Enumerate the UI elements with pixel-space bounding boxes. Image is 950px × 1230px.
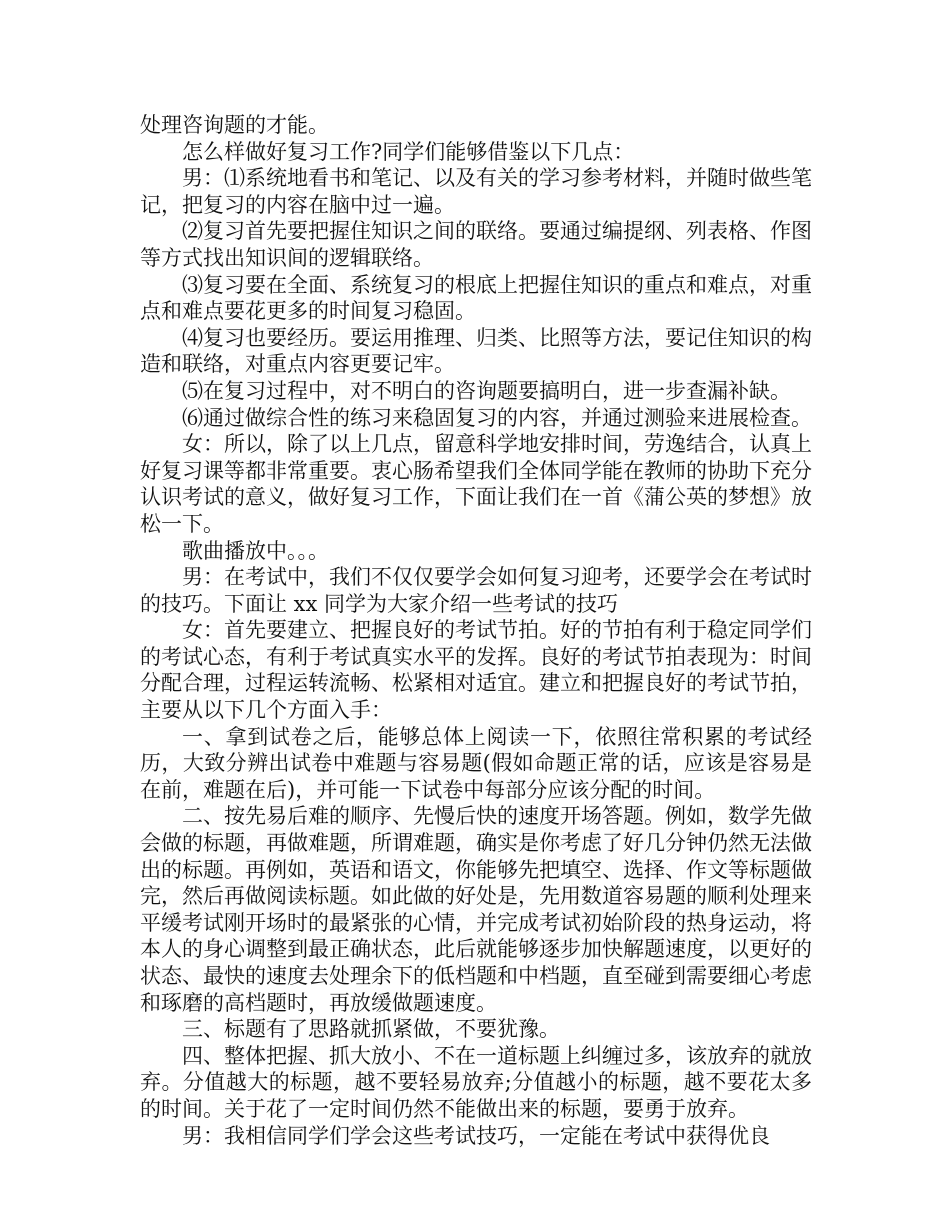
paragraph-female-exam-rhythm: 女：首先要建立、把握良好的考试节拍。好的节拍有利于稳定同学们的考试心态，有利于考试真实水平的发挥。良好的考试节拍表现为：时间分配合理，过程运转流畅、松紧相对适宜。建立和把握良好的考试节拍，主要从以下几个方面入手： bbox=[140, 618, 812, 723]
document-page bbox=[140, 112, 812, 1149]
paragraph-male-exam-tips-intro: 男：在考试中，我们不仅仅要学会如何复习迎考，还要学会在考试时的技巧。下面让 xx 同学为大家介绍一些考试的技巧 bbox=[140, 565, 812, 616]
paragraph-song-playing: 歌曲播放中。。。 bbox=[182, 538, 329, 563]
paragraph-review-point-3: ⑶复习要在全面、系统复习的根底上把握住知识的重点和难点，对重点和难点要花更多的时间复习稳固。 bbox=[140, 272, 812, 324]
paragraph-review-point-4: ⑷复习也要经历。要运用推理、归类、比照等方法，要记住知识的构造和联络，对重点内容更要记牢。 bbox=[140, 325, 812, 377]
paragraph-tip-2: 二、按先易后难的顺序、先慢后快的速度开场答题。例如，数学先做会做的标题，再做难题，所谓难题，确实是你考虑了好几分钟仍然无法做出的标题。再例如，英语和语文，你能够先把填空、选择、作文等标题做完，然后再做阅读标题。如此做的好处是，先用数道容易题的顺利处理来平缓考试刚开场时的最紧张的心情，并完成考试初始阶段的热身运动，将本人的身心调整到最正确状态，此后就能够逐步加快解题速度，以更好的状态、最快的速度去处理余下的低档题和中档题，直至碰到需要细心考虑和琢磨的高档题时，再放缓做题速度。 bbox=[140, 804, 812, 1015]
paragraph-review-point-5: ⑸在复习过程中，对不明白的咨询题要搞明白，进一步查漏补缺。 bbox=[182, 378, 791, 403]
paragraph-review-intro: 怎么样做好复习工作?同学们能够借鉴以下几点： bbox=[182, 139, 635, 164]
paragraph-tip-4: 四、整体把握、抓大放小、不在一道标题上纠缠过多，该放弃的就放弃。分值越大的标题，越不要轻易放弃;分值越小的标题，越不要花太多的时间。关于花了一定时间仍然不能做出来的标题，要勇于放弃。 bbox=[140, 1043, 812, 1121]
paragraph-review-point-2: ⑵复习首先要把握住知识之间的联络。要通过编提纲、列表格、作图等方式找出知识间的逻辑联络。 bbox=[140, 219, 812, 270]
paragraph-review-point-6: ⑹通过做综合性的练习来稳固复习的内容，并通过测验来进展检查。 bbox=[182, 405, 812, 430]
paragraph-female-summary: 女：所以，除了以上几点，留意科学地安排时间，劳逸结合，认真上好复习课等都非常重要。衷心肠希望我们全体同学能在教师的协助下充分认识考试的意义，做好复习工作，下面让我们在一首《蒲公英的梦想》放松一下。 bbox=[140, 432, 812, 536]
paragraph-male-closing: 男：我相信同学们学会这些考试技巧，一定能在考试中获得优良 bbox=[182, 1123, 770, 1148]
paragraph-tip-1: 一、拿到试卷之后，能够总体上阅读一下，依照往常积累的考试经历，大致分辨出试卷中难题与容易题(假如命题正常的话，应该是容易是在前，难题在后)，并可能一下试卷中每部分应该分配的时间。 bbox=[140, 724, 812, 802]
paragraph-tip-3: 三、标题有了思路就抓紧做，不要犹豫。 bbox=[182, 1017, 560, 1042]
paragraph-review-point-1: 男：⑴系统地看书和笔记、以及有关的学习参考材料，并随时做些笔记，把复习的内容在脑中过一遍。 bbox=[140, 166, 812, 217]
paragraph-continuation: 处理咨询题的才能。 bbox=[140, 113, 329, 137]
